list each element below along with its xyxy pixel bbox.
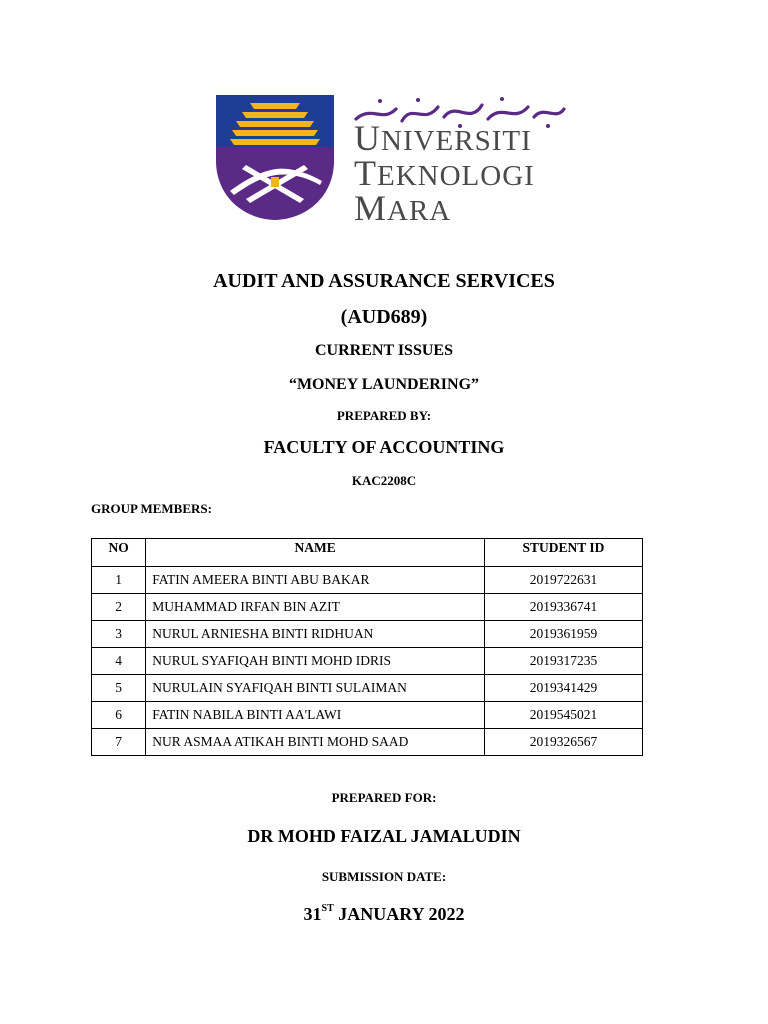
header-no: NO xyxy=(92,539,146,567)
row-name: NURUL SYAFIQAH BINTI MOHD IDRIS xyxy=(146,648,485,675)
wordmark-line-1: UNIVERSITI xyxy=(354,118,532,158)
submission-date xyxy=(0,904,768,925)
row-id: 2019336741 xyxy=(484,594,642,621)
row-id: 2019722631 xyxy=(484,567,642,594)
lecturer-name: DR MOHD FAIZAL JAMALUDIN xyxy=(247,826,521,846)
row-no: 3 xyxy=(92,621,146,648)
uitm-logo xyxy=(216,95,566,228)
table-row xyxy=(92,594,643,621)
row-id: 2019545021 xyxy=(484,702,642,729)
members-table xyxy=(91,538,643,756)
prepared-by-label: PREPARED BY: xyxy=(336,408,432,423)
section-title: CURRENT ISSUES xyxy=(315,342,453,359)
table-row xyxy=(92,729,643,756)
course-code: (AUD689) xyxy=(340,306,428,328)
row-name: MUHAMMAD IRFAN BIN AZIT xyxy=(146,594,485,621)
row-name: NUR ASMAA ATIKAH BINTI MOHD SAAD xyxy=(146,729,485,756)
university-wordmark xyxy=(354,118,535,228)
topic-title: “MONEY LAUNDERING” xyxy=(288,376,480,393)
row-id: 2019317235 xyxy=(484,648,642,675)
row-id: 2019361959 xyxy=(484,621,642,648)
table-row xyxy=(92,648,643,675)
table-row xyxy=(92,567,643,594)
row-no: 1 xyxy=(92,567,146,594)
wordmark-line-3: MARA xyxy=(354,188,452,228)
header-name: NAME xyxy=(146,539,485,567)
course-title: AUDIT AND ASSURANCE SERVICES xyxy=(213,270,555,292)
row-name: NURUL ARNIESHA BINTI RIDHUAN xyxy=(146,621,485,648)
wordmark-line-2: TEKNOLOGI xyxy=(354,153,535,193)
date-day: 31 xyxy=(303,904,322,924)
row-name: NURULAIN SYAFIQAH BINTI SULAIMAN xyxy=(146,675,485,702)
table-header-row xyxy=(92,539,643,567)
prepared-for-label: PREPARED FOR: xyxy=(331,790,437,805)
group-code: KAC2208C xyxy=(351,473,417,488)
row-no: 4 xyxy=(92,648,146,675)
row-no: 7 xyxy=(92,729,146,756)
row-id: 2019341429 xyxy=(484,675,642,702)
row-no: 5 xyxy=(92,675,146,702)
row-no: 2 xyxy=(92,594,146,621)
group-members-label: GROUP MEMBERS: xyxy=(91,501,212,516)
row-name: FATIN AMEERA BINTI ABU BAKAR xyxy=(146,567,485,594)
row-name: FATIN NABILA BINTI AA'LAWI xyxy=(146,702,485,729)
table-row xyxy=(92,675,643,702)
row-no: 6 xyxy=(92,702,146,729)
submission-date-label: SUBMISSION DATE: xyxy=(321,869,447,884)
date-suffix: ST xyxy=(321,903,334,914)
faculty-name: FACULTY OF ACCOUNTING xyxy=(263,437,505,457)
table-row xyxy=(92,621,643,648)
uitm-crest-icon xyxy=(216,95,334,221)
date-month-year: JANUARY 2022 xyxy=(338,904,465,924)
header-id: STUDENT ID xyxy=(484,539,642,567)
table-row xyxy=(92,702,643,729)
row-id: 2019326567 xyxy=(484,729,642,756)
